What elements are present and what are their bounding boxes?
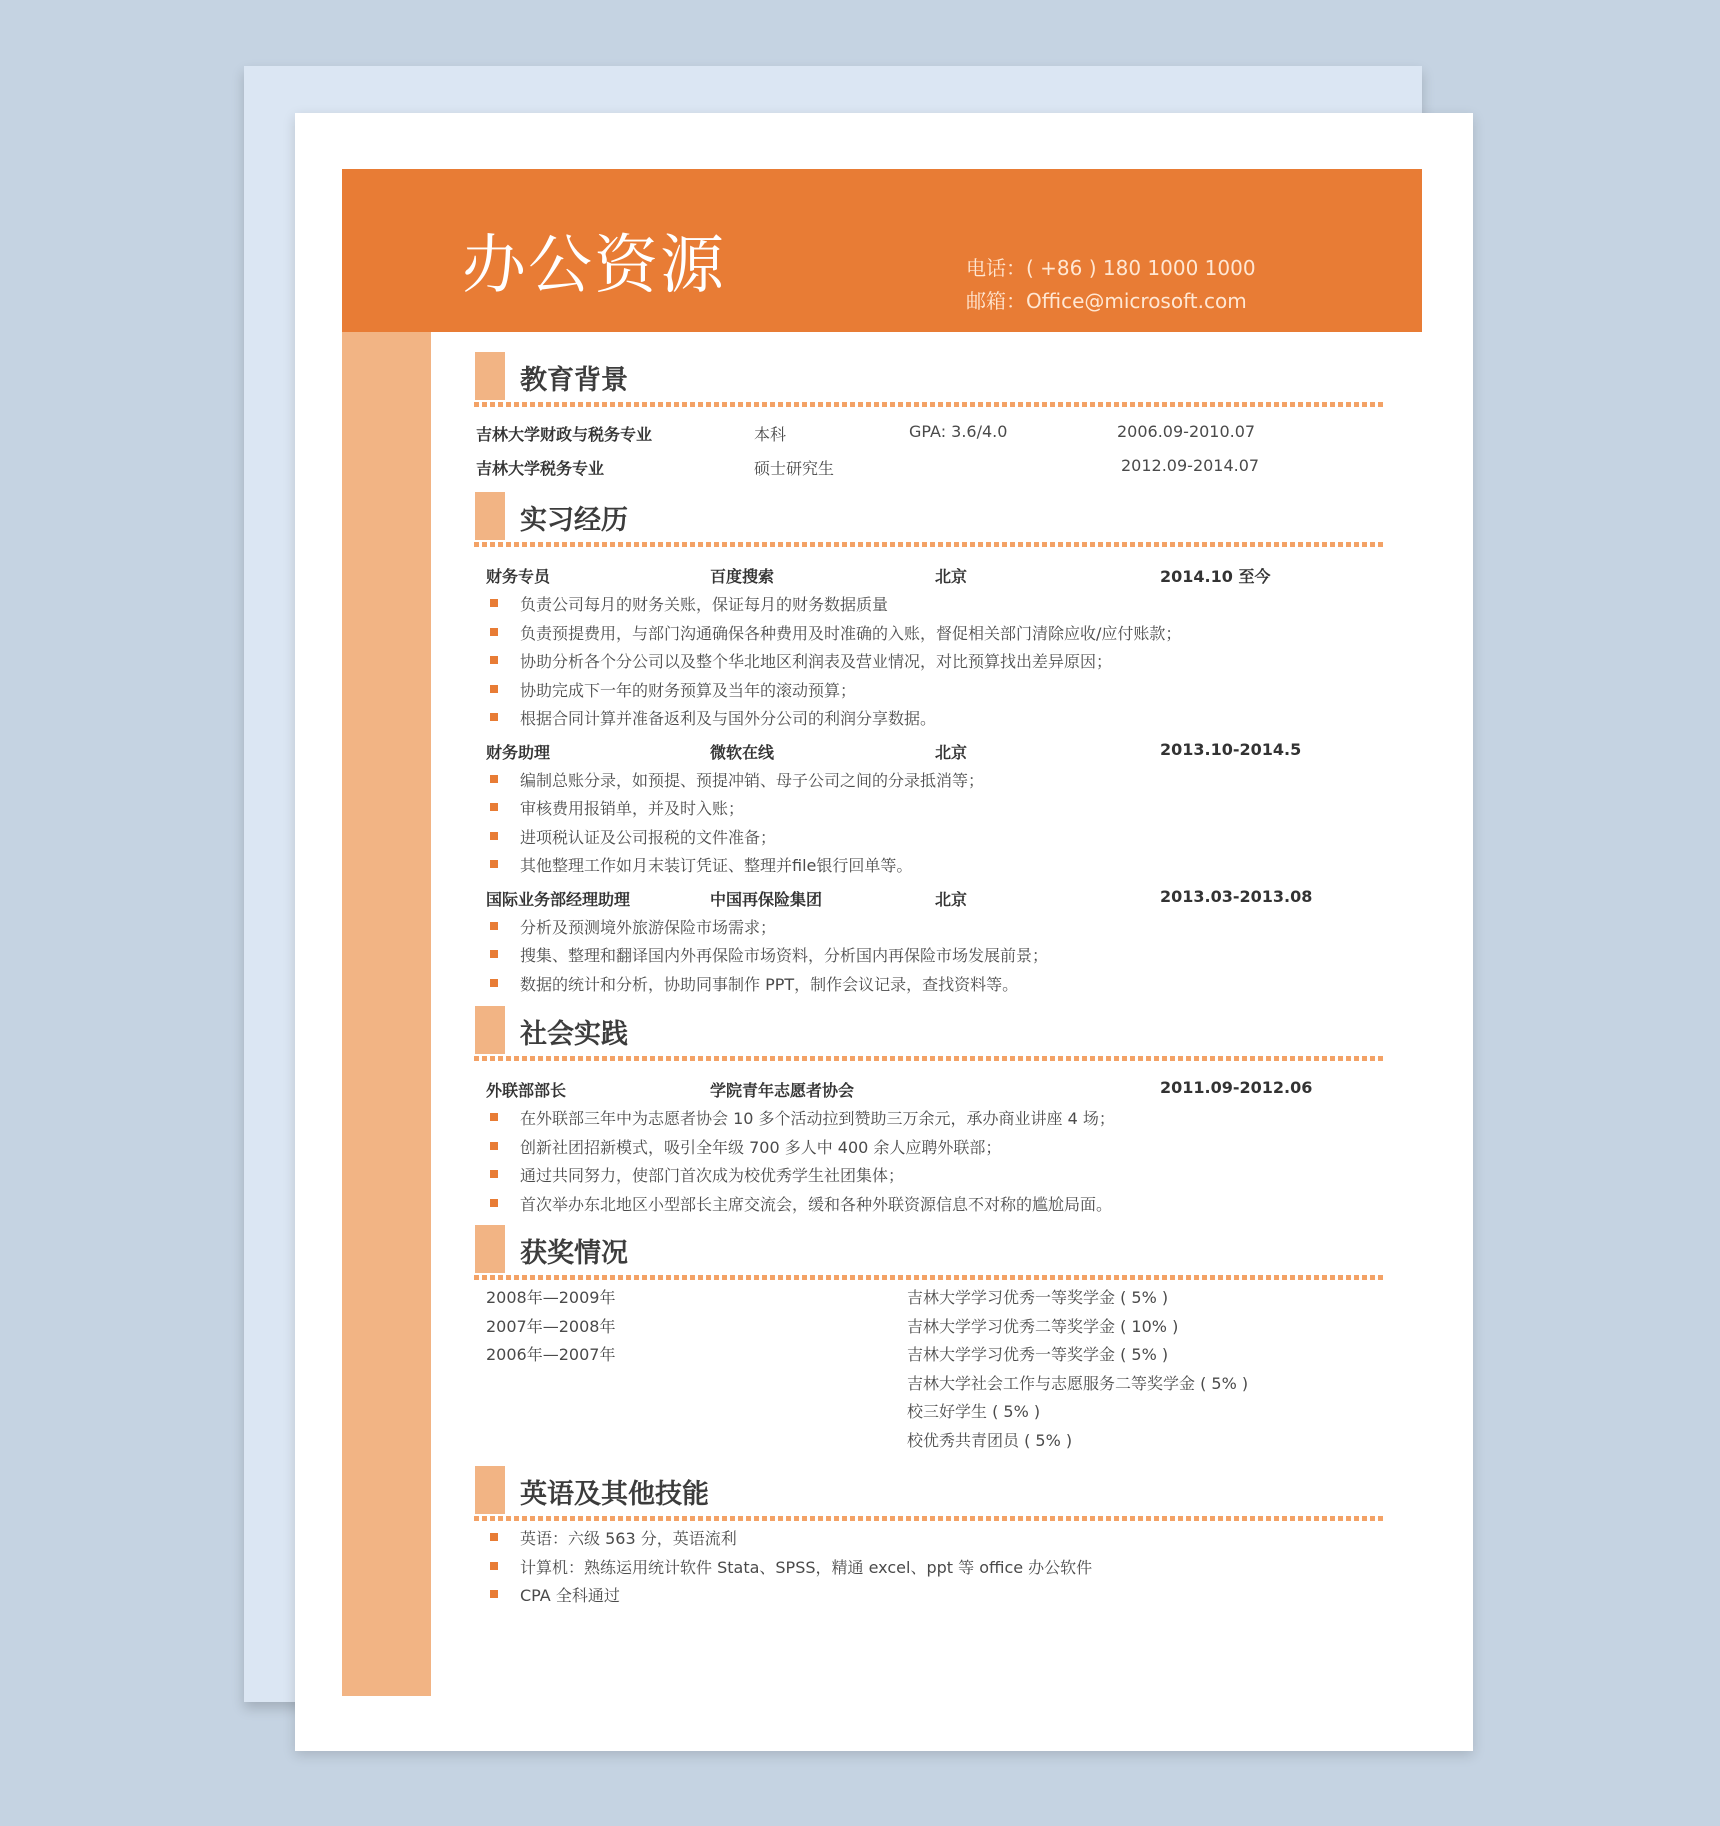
bullet-text: 审核费用报销单，并及时入账； bbox=[520, 799, 745, 818]
section-internship bbox=[474, 492, 1384, 996]
bullet-text: 英语：六级 563 分，英语流利 bbox=[520, 1529, 737, 1548]
school: 吉林大学税务专业 bbox=[476, 459, 605, 478]
award-year: 2006年—2007年 bbox=[486, 1345, 616, 1364]
bullet-square bbox=[490, 1199, 498, 1207]
bullet-text: 创新社团招新模式，吸引全年级 700 多人中 400 余人应聘外联部； bbox=[520, 1137, 1002, 1157]
bullet-square bbox=[490, 1113, 498, 1121]
section-marker bbox=[475, 352, 505, 400]
resume-name: 办公资源 bbox=[462, 229, 726, 303]
job-header bbox=[474, 736, 1384, 764]
section-marker bbox=[475, 1225, 505, 1273]
dotted-divider bbox=[474, 1516, 1384, 1521]
job-period: 2014.10 至今 bbox=[1160, 567, 1271, 586]
bullet-square bbox=[490, 860, 498, 868]
bullet-square bbox=[490, 599, 498, 607]
dotted-divider bbox=[474, 1275, 1384, 1280]
section-social-practice bbox=[474, 1006, 1384, 1216]
period: 2006.09-2010.07 bbox=[1117, 422, 1256, 441]
bullet-square bbox=[490, 775, 498, 783]
award-item: 校优秀共青团员 ( 5% ) bbox=[907, 1430, 1073, 1450]
job-role: 外联部部长 bbox=[486, 1081, 567, 1100]
degree: 硕士研究生 bbox=[754, 459, 835, 478]
email-text: 邮箱：Office@microsoft.com bbox=[966, 289, 1247, 313]
bullet-square bbox=[490, 1142, 498, 1150]
section-title: 实习经历 bbox=[520, 505, 628, 536]
section-marker bbox=[475, 492, 505, 540]
bullet-text: 协助完成下一年的财务预算及当年的滚动预算； bbox=[520, 680, 857, 700]
job-company: 中国再保险集团 bbox=[710, 889, 823, 909]
bullet-text: CPA 全科通过 bbox=[520, 1586, 620, 1605]
bullet-text: 负责预提费用，与部门沟通确保各种费用及时准确的入账，督促相关部门清除应收/应付账款； bbox=[520, 623, 1182, 643]
job-company: 微软在线 bbox=[710, 742, 775, 762]
bullet-square bbox=[490, 922, 498, 930]
list-item bbox=[474, 1522, 1384, 1551]
list-item bbox=[474, 702, 1384, 731]
bullet-square bbox=[490, 979, 498, 987]
list-item bbox=[474, 1551, 1384, 1580]
list-item bbox=[474, 1159, 1384, 1188]
job-header bbox=[474, 560, 1384, 588]
section-marker bbox=[475, 1466, 505, 1514]
award-year: 2008年—2009年 bbox=[486, 1288, 616, 1307]
section-header bbox=[474, 352, 1384, 408]
section-title: 社会实践 bbox=[520, 1019, 628, 1050]
list-item bbox=[474, 968, 1384, 997]
bullet-text: 编制总账分录，如预提、预提冲销、母子公司之间的分录抵消等； bbox=[520, 770, 985, 790]
bullet-text: 负责公司每月的财务关账，保证每月的财务数据质量 bbox=[520, 595, 889, 614]
job-city: 北京 bbox=[935, 567, 968, 586]
bullet-text: 首次举办东北地区小型部长主席交流会，缓和各种外联资源信息不对称的尴尬局面。 bbox=[520, 1194, 1113, 1214]
section-marker bbox=[475, 1006, 505, 1054]
award-year: 2007年—2008年 bbox=[486, 1316, 616, 1336]
award-item: 校三好学生 ( 5% ) bbox=[907, 1402, 1041, 1421]
bullet-square bbox=[490, 656, 498, 664]
bullet-square bbox=[490, 685, 498, 693]
award-row bbox=[474, 1367, 1384, 1396]
bullet-square bbox=[490, 1170, 498, 1178]
education-row bbox=[474, 452, 1384, 480]
job-role: 国际业务部经理助理 bbox=[486, 889, 631, 909]
bullet-square bbox=[490, 628, 498, 636]
education-row bbox=[474, 418, 1384, 446]
bullet-square bbox=[490, 1562, 498, 1570]
dotted-divider bbox=[474, 402, 1384, 407]
job-org: 学院青年志愿者协会 bbox=[710, 1081, 855, 1100]
section-skills bbox=[474, 1466, 1384, 1608]
list-item bbox=[474, 588, 1384, 617]
section-awards bbox=[474, 1225, 1384, 1452]
bullet-square bbox=[490, 803, 498, 811]
gpa: GPA: 3.6/4.0 bbox=[909, 422, 1008, 441]
award-row bbox=[474, 1281, 1384, 1310]
section-title: 英语及其他技能 bbox=[520, 1479, 709, 1510]
job-role: 财务助理 bbox=[486, 742, 551, 762]
bullet-text: 根据合同计算并准备返利及与国外分公司的利润分享数据。 bbox=[520, 709, 937, 728]
list-item bbox=[474, 1188, 1384, 1217]
job-company: 百度搜索 bbox=[710, 567, 775, 586]
job-city: 北京 bbox=[935, 742, 968, 762]
bullet-text: 协助分析各个分公司以及整个华北地区利润表及营业情况，对比预算找出差异原因； bbox=[520, 652, 1113, 671]
section-header bbox=[474, 1466, 1384, 1522]
job-period: 2011.09-2012.06 bbox=[1160, 1078, 1313, 1097]
award-row bbox=[474, 1395, 1384, 1424]
bullet-square bbox=[490, 713, 498, 721]
side-accent-bar bbox=[342, 332, 431, 1696]
list-item bbox=[474, 617, 1384, 646]
list-item bbox=[474, 939, 1384, 968]
bullet-text: 其他整理工作如月末装订凭证、整理并file银行回单等。 bbox=[520, 856, 913, 875]
dotted-divider bbox=[474, 1056, 1384, 1061]
list-item bbox=[474, 792, 1384, 821]
section-title: 获奖情况 bbox=[520, 1238, 628, 1269]
bullet-square bbox=[490, 950, 498, 958]
list-item bbox=[474, 764, 1384, 793]
bullet-text: 在外联部三年中为志愿者协会 10 多个活动拉到赞助三万余元，承办商业讲座 4 场； bbox=[520, 1109, 1115, 1128]
list-item bbox=[474, 911, 1384, 940]
job-header bbox=[474, 883, 1384, 911]
job-period: 2013.10-2014.5 bbox=[1160, 739, 1302, 759]
award-row bbox=[474, 1310, 1384, 1339]
degree: 本科 bbox=[754, 425, 787, 444]
period: 2012.09-2014.07 bbox=[1121, 456, 1260, 475]
section-header bbox=[474, 492, 1384, 548]
award-item: 吉林大学学习优秀一等奖学金 ( 5% ) bbox=[907, 1288, 1169, 1307]
award-item: 吉林大学学习优秀一等奖学金 ( 5% ) bbox=[907, 1345, 1169, 1364]
list-item bbox=[474, 674, 1384, 703]
bullet-square bbox=[490, 832, 498, 840]
bullet-text: 进项税认证及公司报税的文件准备； bbox=[520, 827, 777, 847]
section-header bbox=[474, 1225, 1384, 1281]
bullet-text: 搜集、整理和翻译国内外再保险市场资料，分析国内再保险市场发展前景； bbox=[520, 946, 1049, 965]
job-city: 北京 bbox=[935, 889, 968, 909]
bullet-text: 分析及预测境外旅游保险市场需求； bbox=[520, 917, 777, 937]
section-education bbox=[474, 352, 1384, 480]
list-item bbox=[474, 1131, 1384, 1160]
list-item bbox=[474, 821, 1384, 850]
bullet-text: 通过共同努力，使部门首次成为校优秀学生社团集体； bbox=[520, 1166, 905, 1185]
award-row bbox=[474, 1338, 1384, 1367]
list-item bbox=[474, 1102, 1384, 1131]
award-row bbox=[474, 1424, 1384, 1453]
job-period: 2013.03-2013.08 bbox=[1160, 886, 1313, 906]
phone-text: 电话：( +86 ) 180 1000 1000 bbox=[966, 256, 1256, 280]
list-item bbox=[474, 645, 1384, 674]
section-title: 教育背景 bbox=[520, 365, 628, 396]
job-header bbox=[474, 1074, 1384, 1102]
contact-info bbox=[966, 252, 1386, 318]
school: 吉林大学财政与税务专业 bbox=[476, 425, 653, 444]
bullet-text: 计算机：熟练运用统计软件 Stata、SPSS，精通 excel、ppt 等 office 办公软件 bbox=[520, 1557, 1093, 1577]
award-item: 吉林大学社会工作与志愿服务二等奖学金 ( 5% ) bbox=[907, 1373, 1249, 1393]
bullet-square bbox=[490, 1590, 498, 1598]
job-role: 财务专员 bbox=[486, 567, 551, 586]
award-item: 吉林大学学习优秀二等奖学金 ( 10% ) bbox=[907, 1316, 1179, 1336]
bullet-text: 数据的统计和分析，协助同事制作 PPT，制作会议记录，查找资料等。 bbox=[520, 974, 1019, 994]
list-item bbox=[474, 1579, 1384, 1608]
section-header bbox=[474, 1006, 1384, 1062]
dotted-divider bbox=[474, 542, 1384, 547]
list-item bbox=[474, 849, 1384, 878]
bullet-square bbox=[490, 1533, 498, 1541]
